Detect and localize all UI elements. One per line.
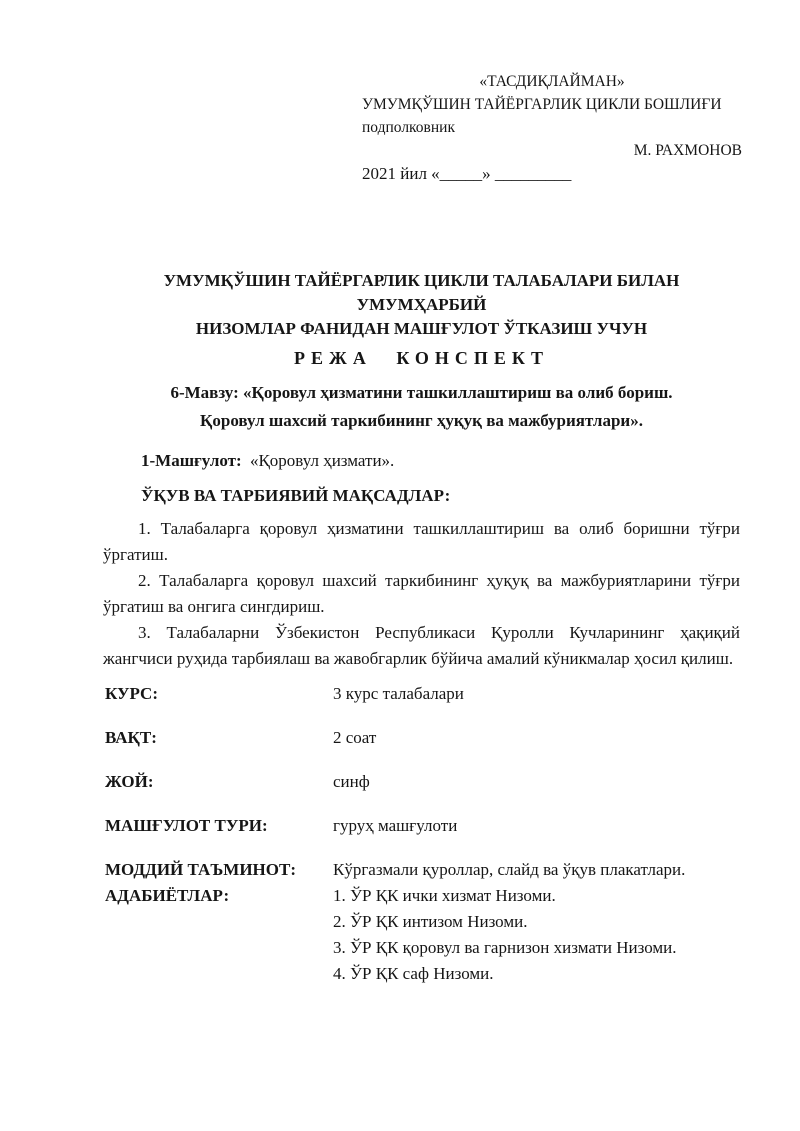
topic-line-2: Қоровул шахсий таркибининг ҳуқуқ ва мажбуриятлари». — [200, 411, 643, 430]
lesson-type-value: гуруҳ машғулоти — [333, 816, 458, 835]
approval-signatory-name: М. РАХМОНОВ — [633, 142, 742, 159]
literature-item-3: 3. ЎР ҚК қоровул ва гарнизон хизмати Низоми. — [333, 938, 677, 957]
approval-date-line: 2021 йил «_____» _________ — [362, 164, 572, 183]
approval-stamp: «ТАСДИҚЛАЙМАН» — [479, 73, 625, 90]
topic-line-1: 6-Мавзу: «Қоровул ҳизматини ташкиллаштириш ва олиб бориш. — [170, 383, 673, 402]
time-label: ВАҚТ: — [105, 728, 157, 747]
detail-row-materials — [105, 857, 745, 883]
title-line-2: НИЗОМЛАР ФАНИДАН МАШҒУЛОТ ЎТКАЗИШ УЧУН — [195, 319, 648, 338]
detail-row-literature — [105, 883, 745, 987]
objectives-heading: ЎҚУВ ВА ТАРБИЯВИЙ МАҚСАДЛАР: — [141, 486, 451, 505]
lesson-line — [103, 448, 740, 474]
place-value: синф — [333, 772, 370, 791]
approval-block — [362, 70, 742, 185]
time-value: 2 соат — [333, 728, 377, 747]
approval-rank: подполковник — [362, 119, 455, 136]
course-label: КУРС: — [105, 684, 158, 703]
objective-item-1: 1. Талабаларга қоровул ҳизматини ташкиллаштириш ва олиб боришни тўғри ўргатиш. — [103, 519, 740, 564]
lesson-label: 1-Машғулот: — [141, 451, 242, 470]
objective-item-2: 2. Талабаларга қоровул шахсий таркибининг ҳуқуқ ва мажбуриятларини тўғри ўргатиш ва онгига сингдириш. — [103, 571, 740, 616]
lesson-type-label: МАШҒУЛОТ ТУРИ: — [105, 816, 268, 835]
title-line-1: УМУМҚЎШИН ТАЙЁРГАРЛИК ЦИКЛИ ТАЛАБАЛАРИ БИЛАН УМУМҲАРБИЙ — [163, 271, 680, 314]
approval-position: УМУМҚЎШИН ТАЙЁРГАРЛИК ЦИКЛИ БОШЛИҒИ — [362, 96, 722, 113]
detail-row-place — [105, 769, 745, 795]
course-value: 3 курс талабалари — [333, 684, 464, 703]
place-label: ЖОЙ: — [105, 772, 154, 791]
details-table — [105, 681, 745, 987]
literature-item-1: 1. ЎР ҚК ички хизмат Низоми. — [333, 886, 556, 905]
objective-item-3: 3. Талабаларни Ўзбекистон Республикаси Қуролли Кучларининг ҳақиқий жангчиси руҳида тарбиялаш ва жавобгарлик бўйича амалий кўникмалар ҳосил қилиш. — [103, 623, 740, 668]
detail-row-lesson-type — [105, 813, 745, 839]
literature-list — [333, 883, 745, 987]
detail-row-course — [105, 681, 745, 707]
literature-item-2: 2. ЎР ҚК интизом Низоми. — [333, 912, 528, 931]
literature-item-4: 4. ЎР ҚК саф Низоми. — [333, 964, 494, 983]
document-title-block — [103, 269, 740, 371]
literature-label: АДАБИЁТЛАР: — [105, 886, 230, 905]
materials-value: Кўргазмали қуроллар, слайд ва ўқув плакатлари. — [333, 860, 686, 879]
objectives-list — [103, 516, 740, 672]
materials-label: МОДДИЙ ТАЪМИНОТ: — [105, 860, 297, 879]
detail-row-time — [105, 725, 745, 751]
topic-block — [103, 379, 740, 435]
title-main: РЕЖА КОНСПЕКТ — [294, 348, 549, 368]
lesson-text: «Қоровул ҳизмати». — [249, 451, 395, 470]
